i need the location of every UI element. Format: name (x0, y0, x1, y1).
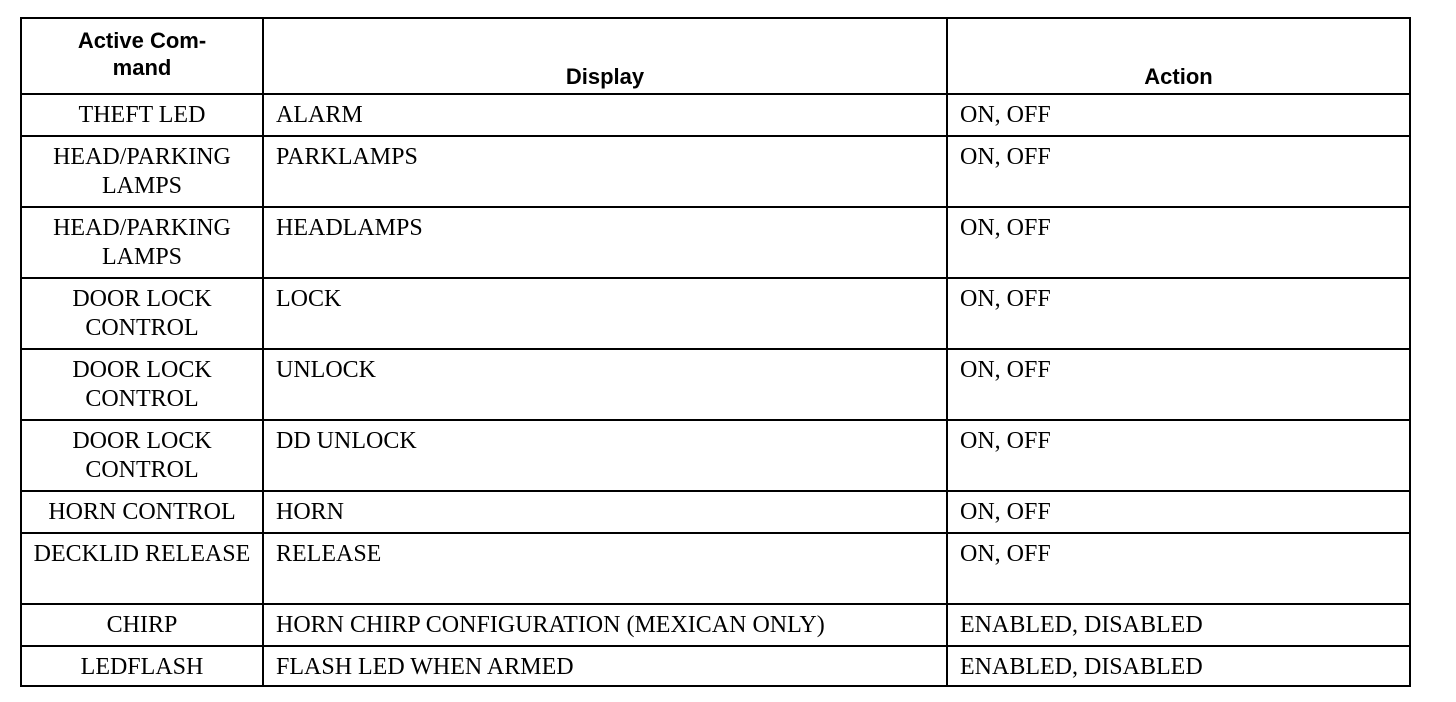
table-row (21, 136, 1410, 207)
cell-display: LOCK (263, 278, 947, 349)
cell-action: ON, OFF (947, 136, 1410, 207)
cell-display: HEADLAMPS (263, 207, 947, 278)
cell-active-command: LEDFLASH (21, 646, 263, 686)
header-display: Display (263, 18, 947, 94)
cell-display: ALARM (263, 94, 947, 136)
cell-action: ON, OFF (947, 94, 1410, 136)
cell-action: ON, OFF (947, 491, 1410, 533)
cell-display: FLASH LED WHEN ARMED (263, 646, 947, 686)
table-row (21, 207, 1410, 278)
header-active-command: Active Com- mand (21, 18, 263, 94)
cell-display: RELEASE (263, 533, 947, 604)
cell-action: ON, OFF (947, 349, 1410, 420)
cell-action: ENABLED, DISABLED (947, 646, 1410, 686)
table-row (21, 278, 1410, 349)
cell-active-command: DOOR LOCK CONTROL (21, 349, 263, 420)
table-row (21, 533, 1410, 604)
cell-active-command: HEAD/PARKING LAMPS (21, 136, 263, 207)
cell-action: ON, OFF (947, 420, 1410, 491)
table-row (21, 94, 1410, 136)
cell-active-command: HORN CONTROL (21, 491, 263, 533)
table-row (21, 349, 1410, 420)
cell-action: ON, OFF (947, 207, 1410, 278)
cell-action: ENABLED, DISABLED (947, 604, 1410, 646)
cell-display: UNLOCK (263, 349, 947, 420)
header-action: Action (947, 18, 1410, 94)
table-row (21, 491, 1410, 533)
table-row (21, 420, 1410, 491)
cell-active-command: HEAD/PARKING LAMPS (21, 207, 263, 278)
cell-display: PARKLAMPS (263, 136, 947, 207)
cell-display: HORN (263, 491, 947, 533)
table-header-row (21, 18, 1410, 94)
cell-action: ON, OFF (947, 278, 1410, 349)
cell-action: ON, OFF (947, 533, 1410, 604)
active-command-table (20, 17, 1411, 687)
cell-active-command: DECKLID RELEASE (21, 533, 263, 604)
cell-display: DD UNLOCK (263, 420, 947, 491)
cell-active-command: CHIRP (21, 604, 263, 646)
table-row (21, 604, 1410, 646)
table-row (21, 646, 1410, 686)
cell-active-command: THEFT LED (21, 94, 263, 136)
cell-active-command: DOOR LOCK CONTROL (21, 278, 263, 349)
cell-display: HORN CHIRP CONFIGURATION (MEXICAN ONLY) (263, 604, 947, 646)
cell-active-command: DOOR LOCK CONTROL (21, 420, 263, 491)
